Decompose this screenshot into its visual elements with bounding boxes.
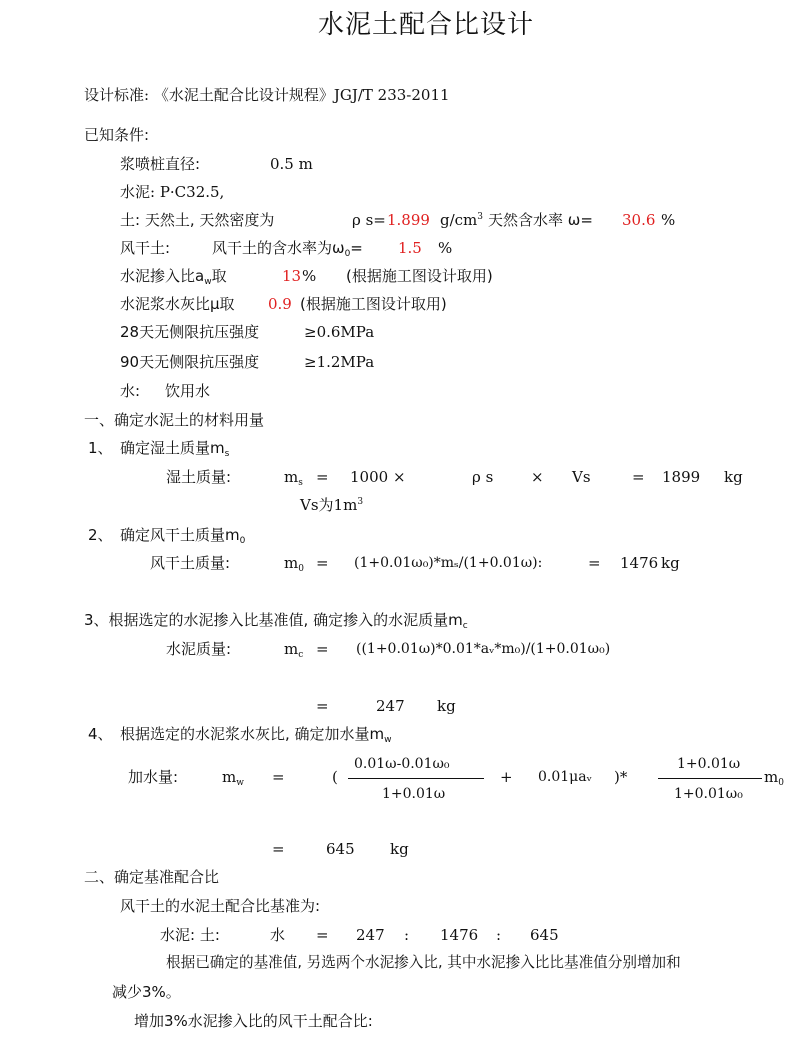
ratio-water: 645 [530, 926, 559, 944]
cement-mass-unit: kg [437, 697, 456, 715]
dry-soil-unit: % [438, 239, 453, 257]
wet-soil-unit: kg [724, 468, 743, 486]
wet-soil-eq: = [316, 468, 329, 486]
section1-heading: 一、确定水泥土的材料用量 [84, 411, 265, 429]
pile-diameter-value: 0.5 m [270, 155, 313, 173]
cement-ratio-note: (根据施工图设计取用) [346, 267, 493, 285]
wet-soil-times: × [531, 468, 544, 486]
water-cement-term: 0.01μaᵥ [538, 769, 592, 785]
density-value: 1.899 [387, 211, 430, 229]
cement-mass-eq2: = [316, 697, 329, 715]
wet-soil-result: 1899 [662, 468, 701, 486]
dry-soil-value: 1.5 [398, 239, 422, 257]
ratio-colon-1: : [404, 926, 410, 944]
base-ratio-subheading: 风干土的水泥土配合比基准为: [120, 897, 321, 915]
dry-soil-mass-label: 风干土质量: [150, 554, 231, 572]
increase-heading: 增加3%水泥掺入比的风干土配合比: [134, 1012, 373, 1030]
wet-soil-symbol: $m_s$ [284, 468, 303, 488]
paragraph-line-2: 减少3%。 [112, 983, 181, 1001]
dry-soil-mass-eq: = [316, 554, 329, 572]
cement-mass-eq: = [316, 640, 329, 658]
cement-mass-label: 水泥质量: [166, 640, 232, 658]
fraction1-numerator: 0.01ω-0.01ω₀ [354, 756, 450, 772]
strength-90-value: ≥1.2MPa [304, 353, 375, 371]
step3-title: 3、根据选定的水泥掺入比基准值, 确定掺入的水泥质量$m_c$ [84, 611, 468, 631]
water-cement-label: 水泥浆水灰比μ取 [120, 295, 235, 313]
dry-soil-mass-unit: kg [661, 554, 680, 572]
cement-type: 水泥: P·C32.5, [120, 183, 225, 201]
wet-soil-vs: Vs [572, 468, 591, 486]
cement-ratio-unit: % [302, 267, 317, 285]
fraction1-denominator: 1+0.01ω [382, 786, 446, 802]
wet-soil-rho: ρ s [472, 468, 494, 486]
fraction1-bar [348, 778, 484, 779]
water-cement-value: 0.9 [268, 295, 292, 313]
section2-heading: 二、确定基准配合比 [84, 868, 220, 886]
water-amount-label: 加水量: [128, 768, 179, 786]
ratio-water-label: 水 [270, 926, 286, 944]
page-title: 水泥土配合比设计 [318, 10, 535, 40]
dry-soil-label: 风干土: [120, 239, 171, 257]
ratio-eq: = [316, 926, 329, 944]
open-paren: ( [332, 768, 338, 786]
density-unit: $g/cm^3$ [440, 211, 484, 229]
moisture-value: 30.6 [622, 211, 656, 229]
dry-soil-mass-symbol: $m_0$ [284, 554, 304, 574]
pile-diameter-label: 浆喷桩直径: [120, 155, 201, 173]
moisture-label: 天然含水率 ω= [488, 211, 593, 229]
wet-soil-eq2: = [632, 468, 645, 486]
step2-title: 确定风干土质量$m_0$ [120, 526, 246, 546]
ratio-cement: 247 [356, 926, 385, 944]
water-amount-tail: $m_0$ [764, 768, 784, 788]
dry-soil-mass-formula: (1+0.01ω₀)*mₛ/(1+0.01ω): [354, 555, 543, 571]
wet-soil-factor: 1000 × [350, 468, 406, 486]
step4-title: 根据选定的水泥浆水灰比, 确定加水量$m_w$ [120, 725, 392, 745]
cement-ratio-label: 水泥掺入比$a_w$取 [120, 267, 227, 287]
fraction2-denominator: 1+0.01ω₀ [674, 786, 743, 802]
ratio-soil: 1476 [440, 926, 479, 944]
close-paren-times: )* [614, 768, 628, 786]
water-amount-symbol: $m_w$ [222, 768, 244, 788]
strength-28-label: 28天无侧限抗压强度 [120, 323, 260, 341]
water-amount-result: 645 [326, 840, 355, 858]
moisture-unit: % [661, 211, 676, 229]
volume-note: Vs为$1m^3$ [300, 496, 364, 514]
step1-title: 确定湿土质量$m_s$ [120, 439, 230, 459]
dry-soil-mass-result: 1476 [620, 554, 659, 572]
ratio-labels: 水泥: 土: [160, 926, 220, 944]
soil-prefix: 土: 天然土, 天然密度为 [120, 211, 275, 229]
fraction2-bar [658, 778, 762, 779]
water-label: 水: [120, 382, 141, 400]
design-standard: 设计标准: 《水泥土配合比设计规程》JGJ/T 233-2011 [84, 86, 450, 104]
step4-number: 4、 [88, 725, 113, 743]
cement-ratio-value: 13 [282, 267, 302, 285]
step2-number: 2、 [88, 526, 113, 544]
strength-90-label: 90天无侧限抗压强度 [120, 353, 260, 371]
plus-sign: + [500, 768, 513, 786]
water-cement-note: (根据施工图设计取用) [300, 295, 447, 313]
known-heading: 已知条件: [84, 126, 150, 144]
water-value: 饮用水 [165, 382, 211, 400]
cement-mass-symbol: $m_c$ [284, 640, 304, 660]
water-amount-eq2: = [272, 840, 285, 858]
wet-soil-label: 湿土质量: [166, 468, 232, 486]
water-amount-eq: = [272, 768, 285, 786]
cement-mass-formula: ((1+0.01ω)*0.01*aᵥ*m₀)/(1+0.01ω₀) [356, 641, 611, 657]
paragraph-line-1: 根据已确定的基准值, 另选两个水泥掺入比, 其中水泥掺入比比基准值分别增加和 [166, 954, 681, 971]
density-label: ρ s= [352, 211, 386, 229]
ratio-colon-2: : [496, 926, 502, 944]
dry-soil-mass-eq2: = [588, 554, 601, 572]
fraction2-numerator: 1+0.01ω [677, 756, 741, 772]
water-amount-unit: kg [390, 840, 409, 858]
dry-soil-text: 风干土的含水率为$\omega_0=$ [212, 239, 363, 259]
step1-number: 1、 [88, 439, 113, 457]
cement-mass-result: 247 [376, 697, 405, 715]
strength-28-value: ≥0.6MPa [304, 323, 375, 341]
